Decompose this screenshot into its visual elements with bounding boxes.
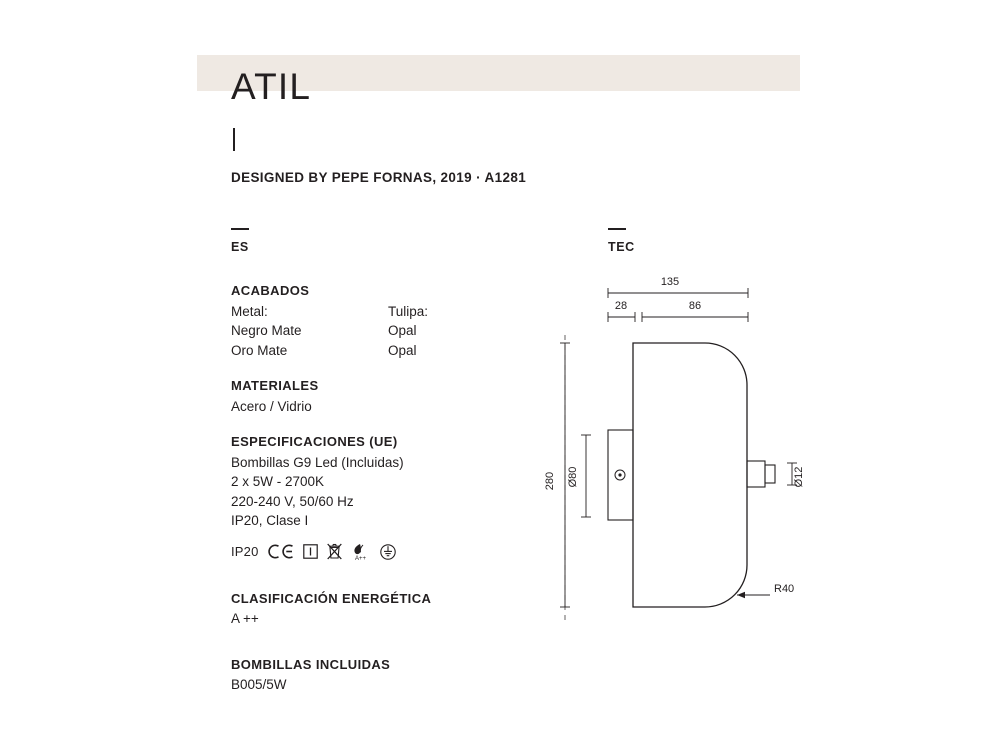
- dim-front-width: 86: [688, 300, 702, 312]
- bombillas-value: B005/5W: [231, 677, 287, 692]
- materiales-heading: MATERIALES: [231, 378, 319, 393]
- svg-text:A++: A++: [354, 555, 366, 561]
- designer-credit: [231, 170, 526, 185]
- dim-diameter-body: Ø80: [567, 466, 579, 488]
- materiales-value: Acero / Vidrio: [231, 398, 312, 414]
- metal-label: Metal:: [231, 303, 268, 319]
- no-waste-bin-icon: [327, 543, 342, 560]
- product-code: A1281: [484, 170, 527, 185]
- ce-icon: [268, 544, 294, 559]
- tec-section-heading: TEC: [608, 240, 635, 254]
- dim-radius: R40: [774, 583, 795, 595]
- dim-height: 280: [544, 471, 556, 491]
- bombillas-heading: BOMBILLAS INCLUIDAS: [231, 656, 391, 672]
- especificaciones-line-1: Bombillas G9 Led (Incluidas): [231, 454, 404, 470]
- acabados-heading: ACABADOS: [231, 283, 310, 298]
- metal-value-1: Negro Mate: [231, 323, 302, 338]
- class-1-icon: [303, 544, 318, 559]
- title-divider: [233, 128, 235, 151]
- clasificacion-block: [231, 589, 561, 629]
- especificaciones-line-4: IP20, Clase I: [231, 513, 309, 528]
- lamp-body-outline: [633, 343, 747, 607]
- es-specifications: [231, 281, 561, 711]
- earth-ground-icon: [380, 544, 396, 560]
- clasificacion-value: A ++: [231, 611, 259, 626]
- especificaciones-heading: ESPECIFICACIONES (UE): [231, 434, 398, 449]
- tulipa-value-1: Opal: [388, 323, 417, 338]
- page-title: ATIL: [231, 66, 312, 107]
- designer-text: DESIGNED BY PEPE FORNAS, 2019 ·: [231, 170, 485, 185]
- es-section-heading: ES: [231, 240, 249, 254]
- dim-total-width: 135: [660, 276, 680, 288]
- acabados-block: [231, 281, 561, 360]
- tulipa-label: Tulipa:: [388, 303, 429, 319]
- technical-drawing: [520, 255, 940, 655]
- dim-back-width: 28: [614, 300, 628, 312]
- acabados-metal-column: [231, 302, 388, 361]
- energy-leaf-a-plus-plus-icon: [351, 543, 371, 561]
- tulipa-value-2: Opal: [388, 342, 417, 358]
- especificaciones-line-2: 2 x 5W - 2700K: [231, 474, 325, 489]
- tec-section-rule: [608, 228, 626, 230]
- especificaciones-block: [231, 432, 561, 563]
- especificaciones-line-3: 220-240 V, 50/60 Hz: [231, 493, 354, 509]
- es-section-rule: [231, 228, 249, 230]
- stem: [747, 461, 765, 487]
- bombillas-block: [231, 655, 561, 695]
- ip-rating-label: IP20: [231, 543, 259, 559]
- clasificacion-heading: CLASIFICACIÓN ENERGÉTICA: [231, 590, 432, 606]
- dim-diameter-stem: Ø12: [793, 466, 805, 488]
- materiales-block: [231, 376, 561, 416]
- metal-value-2: Oro Mate: [231, 342, 288, 358]
- certification-icon-row: [231, 541, 561, 563]
